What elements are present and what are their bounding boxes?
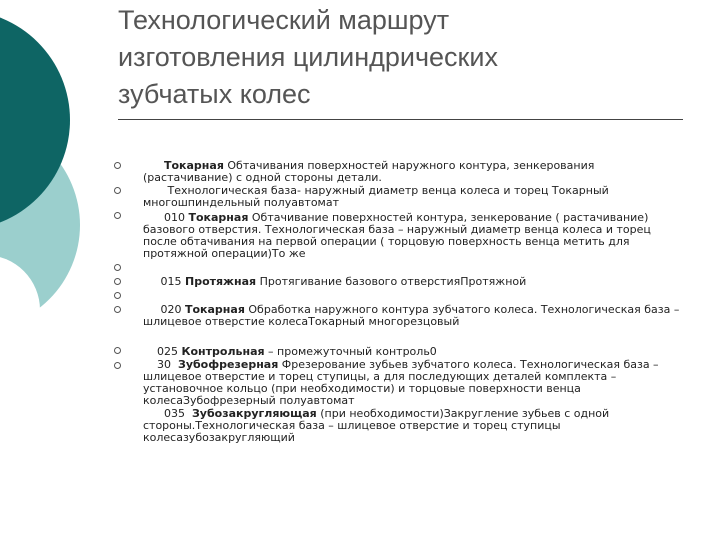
- title-line-3: зубчатых колес: [118, 79, 311, 109]
- bullet-icon: [114, 212, 123, 221]
- bullet-icon: [114, 162, 123, 171]
- list-item: 015 Протяжная Протягивание базового отверстияПротяжной: [143, 275, 527, 288]
- bullet-icon: [114, 187, 123, 196]
- title-line-2: изготовления цилиндрических: [118, 42, 498, 72]
- list-item: 025 Контрольная – промежуточный контроль0: [143, 345, 437, 358]
- bullet-icon: [114, 264, 123, 273]
- bullet-icon: [114, 278, 123, 287]
- list-item: 020 Токарная Обработка наружного контура зубчатого колеса. Технологическая база – шлицевое отверстие колесаТокарный многорезцовый: [143, 303, 683, 328]
- bullet-icon: [114, 362, 123, 371]
- list-item: Токарная Обтачивания поверхностей наружного контура, зенкерования (растачивание) с одной стороны детали.: [143, 159, 598, 184]
- title-divider: [118, 119, 683, 120]
- list-item: 010 Токарная Обтачивание поверхностей контура, зенкерование ( растачивание) базового отверстия. Технологическая база – наружный диаметр венца колеса и торец после обтачивания на первой операции ( торцовую поверхность венца метить для протяжной операции)То же: [143, 211, 655, 260]
- bullet-icon: [114, 347, 123, 356]
- slide-title: [118, 2, 678, 113]
- list-item: Технологическая база- наружный диаметр венца колеса и торец Токарный многошпиндельный полуавтомат: [143, 184, 613, 209]
- bullet-icon: [114, 292, 123, 301]
- list-item: 30 Зубофрезерная Фрезерование зубьев зубчатого колеса. Технологическая база – шлицевое отверстие и торец ступицы, а для последующих деталей комплекта – установочное кольцо (при необходимости) и торцовые поверхности венца колесаЗубофрезерный полуавтомат: [143, 358, 663, 407]
- list-item: 035 Зубозакругляющая (при необходимости)Закругление зубьев с одной стороны.Технологическая база – шлицевое отверстие и торец ступицы колесазубозакругляющий: [143, 407, 613, 444]
- decorative-circles: [0, 0, 100, 540]
- bullet-icon: [114, 306, 123, 315]
- title-line-1: Технологический маршрут: [118, 5, 450, 35]
